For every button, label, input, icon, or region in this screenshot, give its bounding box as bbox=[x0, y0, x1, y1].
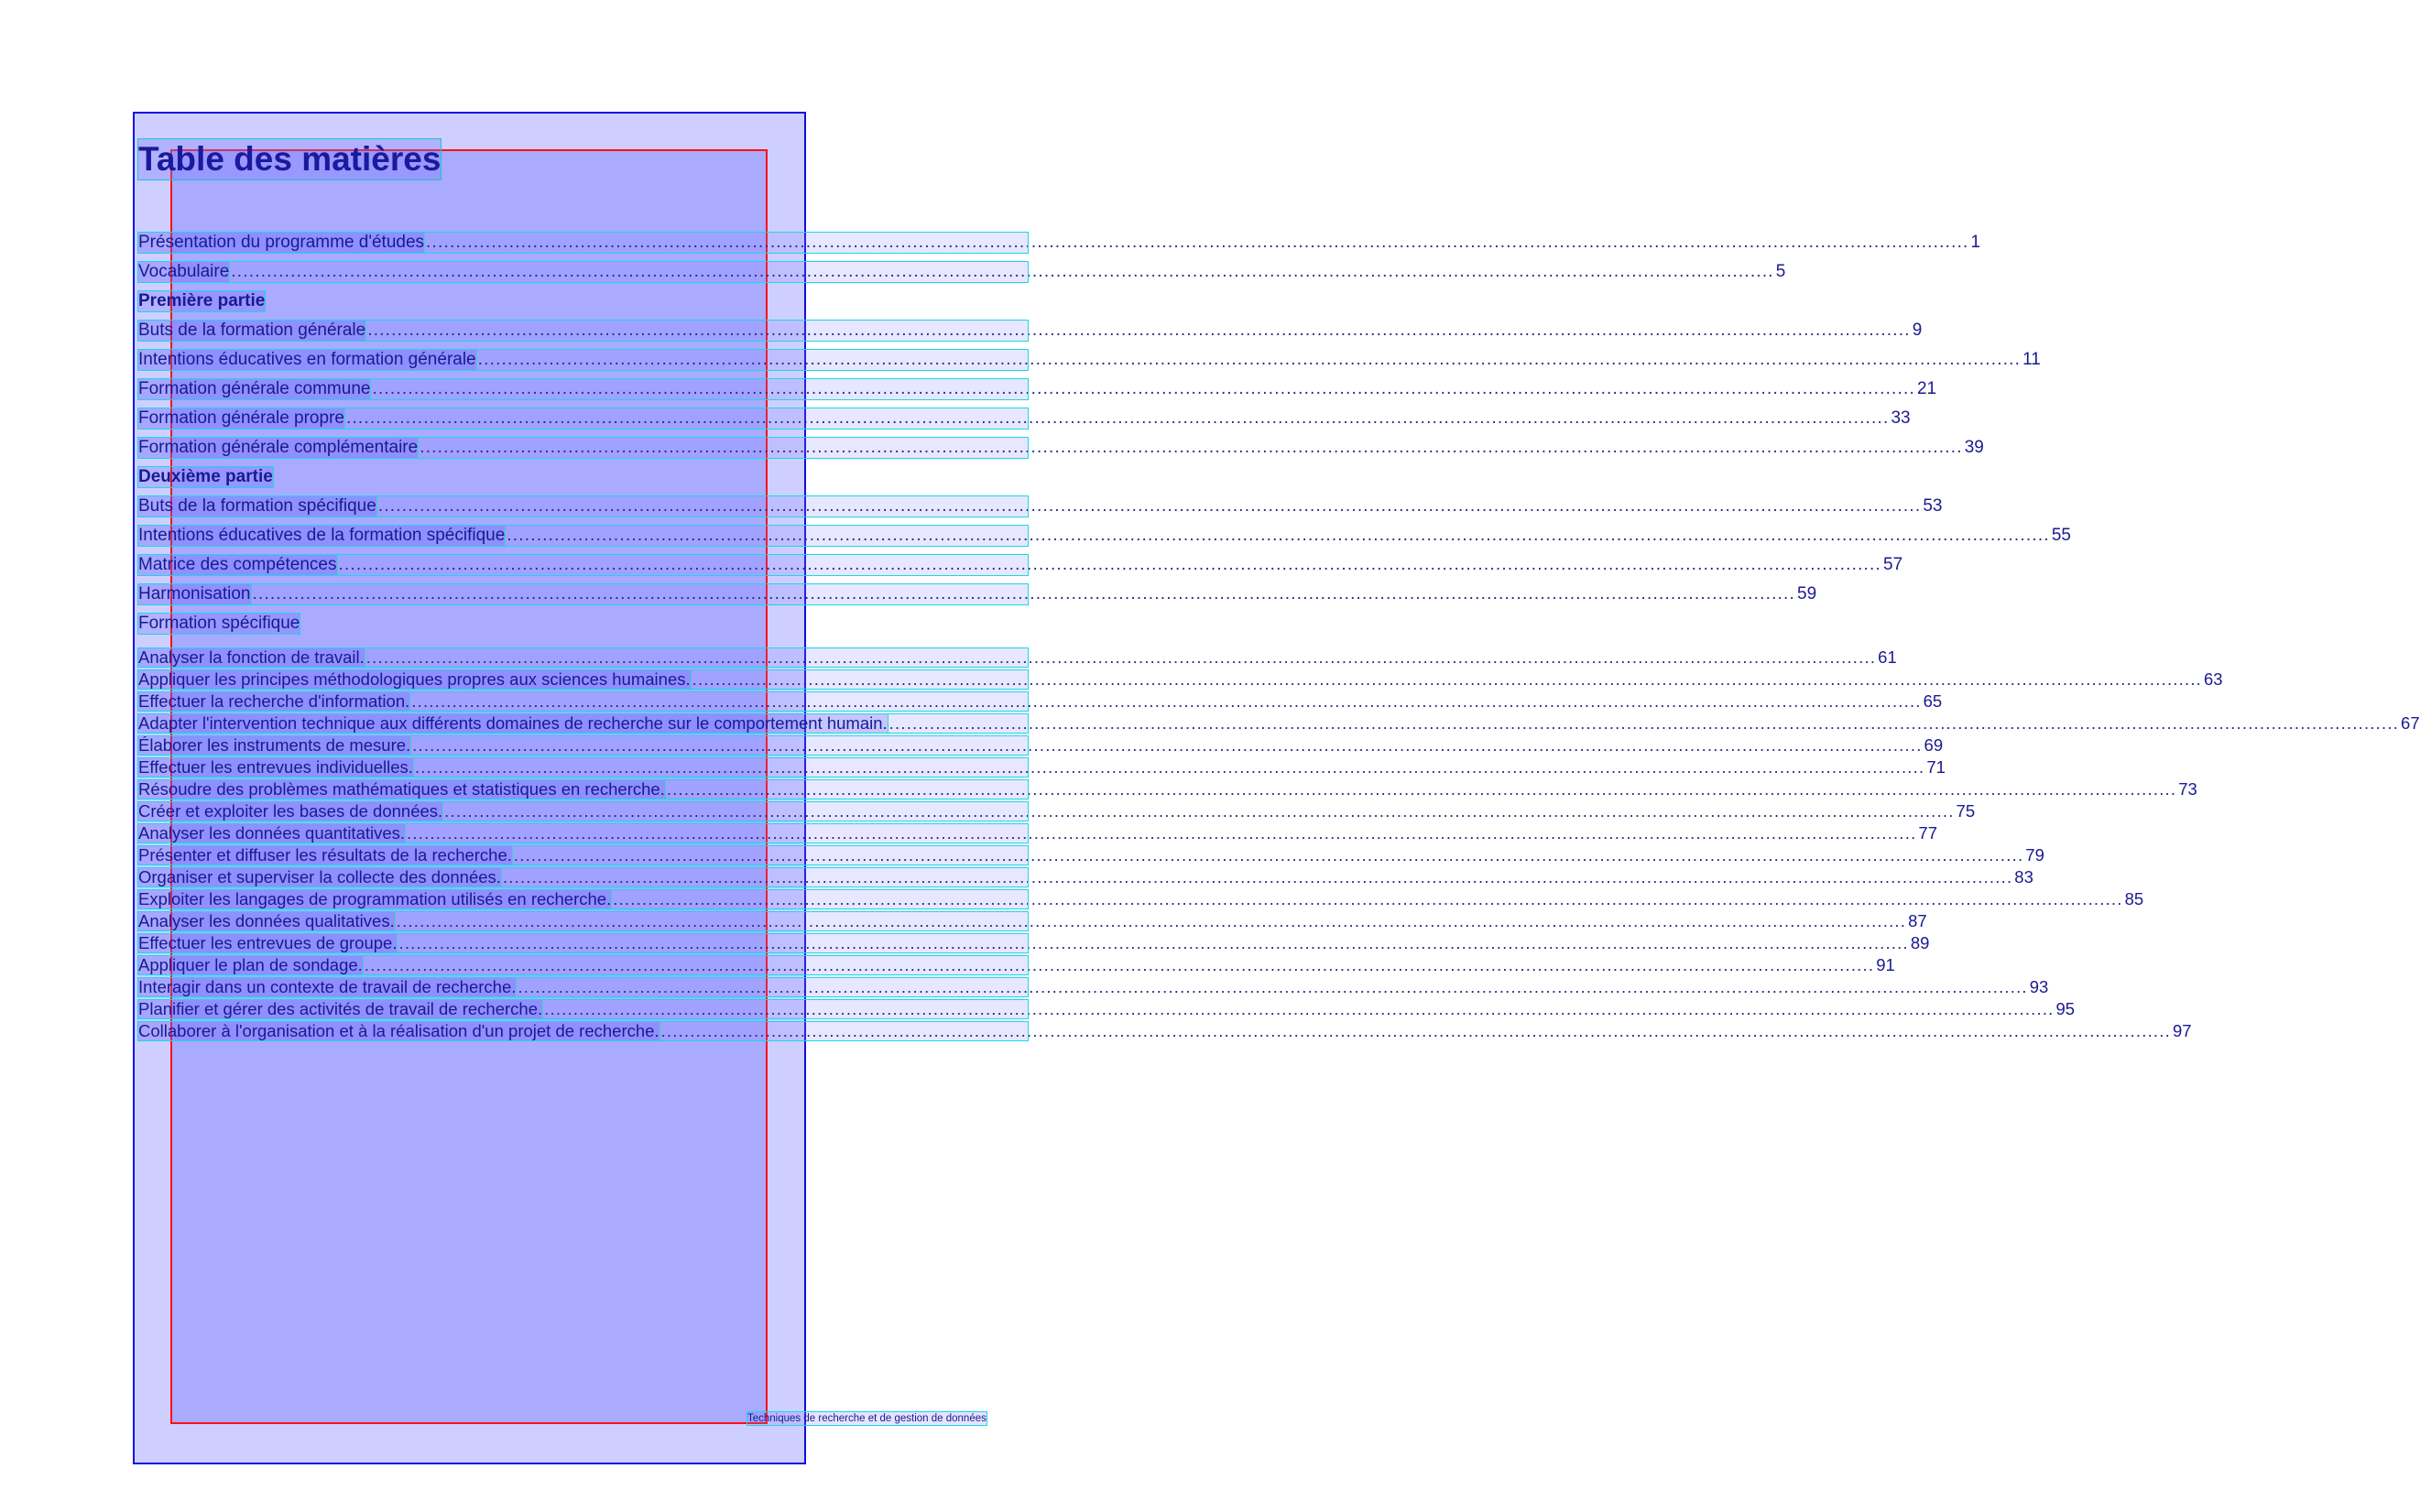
toc-entry-page: 1 bbox=[1970, 233, 1981, 252]
toc-leader-dots: .................................................................................................................................................................................................................................................................... bbox=[666, 779, 2177, 799]
toc-entry[interactable] bbox=[138, 496, 1943, 517]
competency-label: Analyser la fonction de travail. bbox=[138, 647, 365, 667]
toc-entry-label: Matrice des compétences bbox=[138, 555, 337, 574]
competency-label: Exploiter les langages de programmation utilisés en recherche. bbox=[138, 889, 612, 908]
toc-leader-dots: .................................................................................................................................................................................................................................................................... bbox=[372, 379, 1915, 398]
competency-entry[interactable] bbox=[138, 823, 1937, 843]
competency-entry[interactable] bbox=[138, 713, 2420, 733]
toc-entry-page: 39 bbox=[1964, 438, 1984, 457]
toc-entry[interactable] bbox=[138, 350, 2041, 370]
competency-entry[interactable] bbox=[138, 955, 1895, 974]
toc-entry-page: 57 bbox=[1883, 555, 1903, 574]
toc-entry[interactable] bbox=[138, 526, 2071, 546]
page-footer: Techniques de recherche et de gestion de données bbox=[747, 1413, 987, 1424]
toc-entry-label: Buts de la formation spécifique bbox=[138, 496, 376, 516]
competency-page: 67 bbox=[2401, 713, 2420, 733]
competency-page: 79 bbox=[2025, 845, 2044, 865]
toc-entry-label: Formation générale propre bbox=[138, 408, 344, 428]
toc-leader-dots: .................................................................................................................................................................................................................................................................... bbox=[477, 350, 2022, 369]
competency-page: 73 bbox=[2178, 779, 2197, 799]
toc-leader-dots: .................................................................................................................................................................................................................................................................... bbox=[411, 691, 1922, 711]
toc-entry-label: Formation générale commune bbox=[138, 379, 371, 398]
toc-leader-dots: .................................................................................................................................................................................................................................................................... bbox=[345, 408, 1890, 428]
competency-label: Analyser les données quantitatives. bbox=[138, 823, 406, 843]
competency-label: Analyser les données qualitatives. bbox=[138, 911, 395, 930]
toc-entry[interactable] bbox=[138, 379, 1937, 399]
toc-leader-dots: .................................................................................................................................................................................................................................................................... bbox=[692, 669, 2202, 689]
competency-label: Présenter et diffuser les résultats de la recherche. bbox=[138, 845, 512, 865]
competency-entry[interactable] bbox=[138, 691, 1943, 711]
competency-page: 71 bbox=[1926, 757, 1946, 777]
competency-label: Collaborer à l'organisation et à la réalisation d'un projet de recherche. bbox=[138, 1021, 660, 1040]
competency-page: 91 bbox=[1876, 955, 1895, 974]
toc-leader-dots: .................................................................................................................................................................................................................................................................... bbox=[414, 757, 1925, 777]
toc-entry-page: 53 bbox=[1923, 496, 1943, 516]
competency-label: Appliquer les principes méthodologiques propres aux sciences humaines. bbox=[138, 669, 691, 689]
toc-entry-page: 9 bbox=[1912, 321, 1923, 340]
toc-leader-dots: .................................................................................................................................................................................................................................................................... bbox=[396, 911, 1907, 930]
section-heading: Deuxième partie bbox=[138, 467, 273, 486]
toc-entry[interactable] bbox=[138, 321, 1923, 341]
toc-entry-page: 11 bbox=[2022, 350, 2041, 369]
toc-leader-dots: .................................................................................................................................................................................................................................................................... bbox=[613, 889, 2123, 908]
toc-entry-page: 59 bbox=[1797, 584, 1817, 604]
toc-leader-dots: .................................................................................................................................................................................................................................................................... bbox=[444, 801, 1955, 821]
competency-entry[interactable] bbox=[138, 977, 2049, 996]
competency-page: 85 bbox=[2124, 889, 2144, 908]
toc-leader-dots: .................................................................................................................................................................................................................................................................... bbox=[398, 933, 1909, 952]
toc-leader-dots: .................................................................................................................................................................................................................................................................... bbox=[364, 955, 1875, 974]
competency-entry[interactable] bbox=[138, 735, 1944, 755]
toc-leader-dots: .................................................................................................................................................................................................................................................................... bbox=[513, 845, 2024, 865]
toc-entry[interactable] bbox=[138, 233, 1981, 253]
toc-entry[interactable] bbox=[138, 584, 1817, 604]
toc-entry-page: 33 bbox=[1891, 408, 1911, 428]
competency-label: Effectuer les entrevues de groupe. bbox=[138, 933, 398, 952]
competency-entry[interactable] bbox=[138, 911, 1927, 930]
competency-entry[interactable] bbox=[138, 1021, 2192, 1040]
toc-entry-label: Formation générale complémentaire bbox=[138, 438, 419, 457]
competency-label: Créer et exploiter les bases de données. bbox=[138, 801, 443, 821]
toc-leader-dots: .................................................................................................................................................................................................................................................................... bbox=[338, 555, 1881, 574]
competency-page: 77 bbox=[1918, 823, 1937, 843]
toc-leader-dots: .................................................................................................................................................................................................................................................................... bbox=[252, 584, 1795, 604]
toc-leader-dots: .................................................................................................................................................................................................................................................................... bbox=[888, 713, 2400, 733]
competency-label: Adapter l'intervention technique aux différents domaines de recherche sur le comportement humain. bbox=[138, 713, 888, 733]
competency-page: 89 bbox=[1910, 933, 1930, 952]
competency-entry[interactable] bbox=[138, 845, 2044, 865]
competency-page: 83 bbox=[2014, 867, 2033, 887]
toc-entry-label: Intentions éducatives de la formation spécifique bbox=[138, 526, 506, 545]
toc-entry[interactable] bbox=[138, 555, 1903, 575]
competency-entry[interactable] bbox=[138, 757, 1946, 777]
section-heading: Première partie bbox=[138, 291, 266, 310]
competency-entry[interactable] bbox=[138, 801, 1976, 821]
toc-entry-page: 55 bbox=[2051, 526, 2071, 545]
competency-page: 69 bbox=[1924, 735, 1944, 755]
toc-entry-label: Harmonisation bbox=[138, 584, 251, 604]
competency-label: Élaborer les instruments de mesure. bbox=[138, 735, 411, 755]
competency-entry[interactable] bbox=[138, 647, 1897, 667]
competency-label: Appliquer le plan de sondage. bbox=[138, 955, 363, 974]
toc-entry[interactable] bbox=[138, 438, 1984, 458]
competency-page: 95 bbox=[2055, 999, 2076, 1018]
toc-leader-dots: .................................................................................................................................................................................................................................................................... bbox=[407, 823, 1917, 843]
toc-entry-label: Intentions éducatives en formation générale bbox=[138, 350, 476, 369]
toc-leader-dots: .................................................................................................................................................................................................................................................................... bbox=[365, 647, 1877, 667]
competency-page: 93 bbox=[2029, 977, 2049, 996]
competency-entry[interactable] bbox=[138, 779, 2197, 799]
toc-leader-dots: .................................................................................................................................................................................................................................................................... bbox=[660, 1021, 2171, 1040]
toc-leader-dots: .................................................................................................................................................................................................................................................................... bbox=[507, 526, 2050, 545]
toc-entry-page: 5 bbox=[1775, 262, 1786, 281]
toc-entry-page: 21 bbox=[1916, 379, 1937, 398]
competency-page: 65 bbox=[1923, 691, 1943, 711]
toc-entry[interactable] bbox=[138, 262, 1786, 282]
toc-leader-dots: .................................................................................................................................................................................................................................................................... bbox=[420, 438, 1963, 457]
toc-leader-dots: .................................................................................................................................................................................................................................................................... bbox=[502, 867, 2013, 887]
competency-page: 63 bbox=[2204, 669, 2223, 689]
competency-entry[interactable] bbox=[138, 999, 2076, 1018]
competency-label: Effectuer la recherche d'information. bbox=[138, 691, 410, 711]
competency-entry[interactable] bbox=[138, 669, 2223, 689]
competency-label: Interagir dans un contexte de travail de recherche. bbox=[138, 977, 517, 996]
competency-entry[interactable] bbox=[138, 933, 1930, 952]
competency-label: Organiser et superviser la collecte des données. bbox=[138, 867, 501, 887]
subsection-heading: Formation spécifique bbox=[138, 614, 300, 633]
competency-label: Effectuer les entrevues individuelles. bbox=[138, 757, 413, 777]
toc-entry-label: Présentation du programme d'études bbox=[138, 233, 425, 252]
toc-leader-dots: .................................................................................................................................................................................................................................................................... bbox=[544, 999, 2055, 1018]
toc-entry-label: Vocabulaire bbox=[138, 262, 230, 281]
competency-label: Résoudre des problèmes mathématiques et statistiques en recherche. bbox=[138, 779, 665, 799]
toc-leader-dots: .................................................................................................................................................................................................................................................................... bbox=[377, 496, 1922, 516]
competency-page: 87 bbox=[1908, 911, 1927, 930]
competency-label: Planifier et gérer des activités de travail de recherche. bbox=[138, 999, 543, 1018]
toc-entry-label: Buts de la formation générale bbox=[138, 321, 366, 340]
toc-entry[interactable] bbox=[138, 408, 1911, 429]
toc-leader-dots: .................................................................................................................................................................................................................................................................... bbox=[367, 321, 1911, 340]
toc-leader-dots: .................................................................................................................................................................................................................................................................... bbox=[231, 262, 1774, 281]
toc-leader-dots: .................................................................................................................................................................................................................................................................... bbox=[518, 977, 2028, 996]
toc-leader-dots: .................................................................................................................................................................................................................................................................... bbox=[426, 233, 1969, 252]
page-title: Table des matières bbox=[138, 140, 441, 178]
competency-page: 97 bbox=[2172, 1021, 2192, 1040]
competency-page: 61 bbox=[1878, 647, 1897, 667]
competency-page: 75 bbox=[1956, 801, 1976, 821]
toc-leader-dots: .................................................................................................................................................................................................................................................................... bbox=[412, 735, 1923, 755]
competency-entry[interactable] bbox=[138, 889, 2144, 908]
competency-entry[interactable] bbox=[138, 867, 2033, 887]
